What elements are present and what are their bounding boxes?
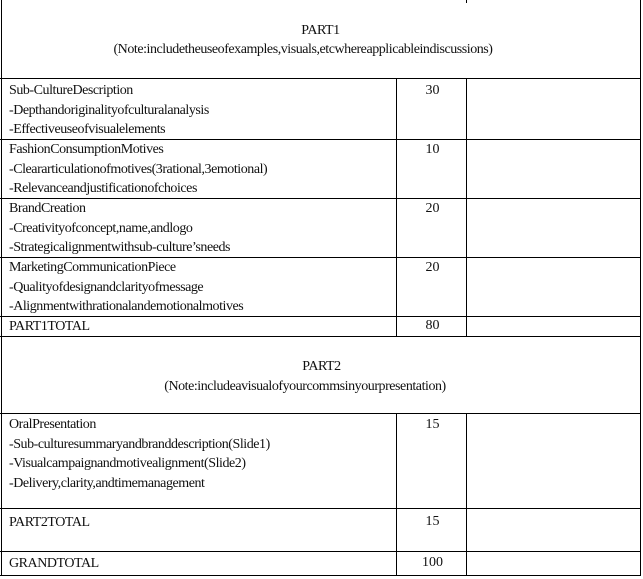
criterion-detail: -Effectiveuseofvisualelements: [9, 122, 166, 137]
part1-total-label: PART1TOTAL: [9, 319, 90, 334]
criterion-title: MarketingCommunicationPiece: [9, 260, 176, 275]
criterion-title: BrandCreation: [9, 201, 86, 216]
criterion-detail: -Alignmentwithrationalandemotionalmotives: [9, 299, 244, 314]
rule: [640, 0, 641, 576]
rubric-row-oral-presentation: [9, 415, 270, 493]
grand-total-label: GRANDTOTAL: [9, 556, 99, 571]
rule: [0, 575, 641, 576]
part1-note: (Note:includetheuseofexamples,visuals,etcwhereapplicableindiscussions): [113, 42, 493, 57]
rule: [0, 78, 641, 79]
criterion-detail: -Cleararticulationofmotives(3rational,3emotional): [9, 161, 268, 177]
rule: [396, 413, 397, 576]
part1-total-points: 80: [425, 318, 440, 333]
rubric-row-fashion-motives: [9, 140, 267, 199]
rule: [0, 508, 641, 509]
part1-title: PART1: [301, 23, 340, 38]
rule: [0, 413, 641, 414]
criterion-title: FashionConsumptionMotives: [9, 142, 164, 157]
part2-title: PART2: [302, 359, 341, 374]
rule: [0, 336, 641, 337]
criterion-detail: -Delivery,clarity,andtimemanagement: [9, 475, 205, 491]
part2-total-points: 15: [425, 514, 440, 529]
rule: [466, 0, 467, 3]
criterion-detail: -Visualcampaignandmotivealignment(Slide2): [9, 456, 246, 471]
part2-note: (Note:includeavisualofyourcommsinyourpresentation): [164, 379, 446, 394]
criterion-detail: -Creativityofconcept,name,andlogo: [9, 220, 193, 236]
criterion-detail: -Qualityofdesignandclarityofmessage: [9, 279, 204, 295]
criterion-points: 20: [425, 201, 440, 216]
rubric-row-subculture: [9, 81, 209, 140]
part2-total-label: PART2TOTAL: [9, 515, 90, 530]
criterion-points: 30: [425, 83, 440, 98]
criterion-title: OralPresentation: [9, 417, 96, 432]
criterion-detail: -Sub-culturesummaryandbranddescription(Slide1): [9, 436, 270, 452]
rubric-row-marketing-piece: [9, 258, 243, 317]
criterion-detail: -Relevanceandjustificationofchoices: [9, 181, 197, 196]
grand-total-points: 100: [422, 555, 443, 570]
criterion-detail: -Strategicalignmentwithsub-culture’sneeds: [9, 240, 231, 255]
rule: [0, 551, 641, 552]
criterion-points: 20: [425, 260, 440, 275]
criterion-title: Sub-CultureDescription: [9, 83, 133, 98]
criterion-points: 15: [425, 417, 440, 432]
rule: [466, 413, 467, 576]
criterion-points: 10: [425, 142, 440, 157]
criterion-detail: -Depthandoriginalityofculturalanalysis: [9, 102, 209, 118]
rubric-row-brand-creation: [9, 199, 230, 258]
rule: [1, 0, 2, 576]
